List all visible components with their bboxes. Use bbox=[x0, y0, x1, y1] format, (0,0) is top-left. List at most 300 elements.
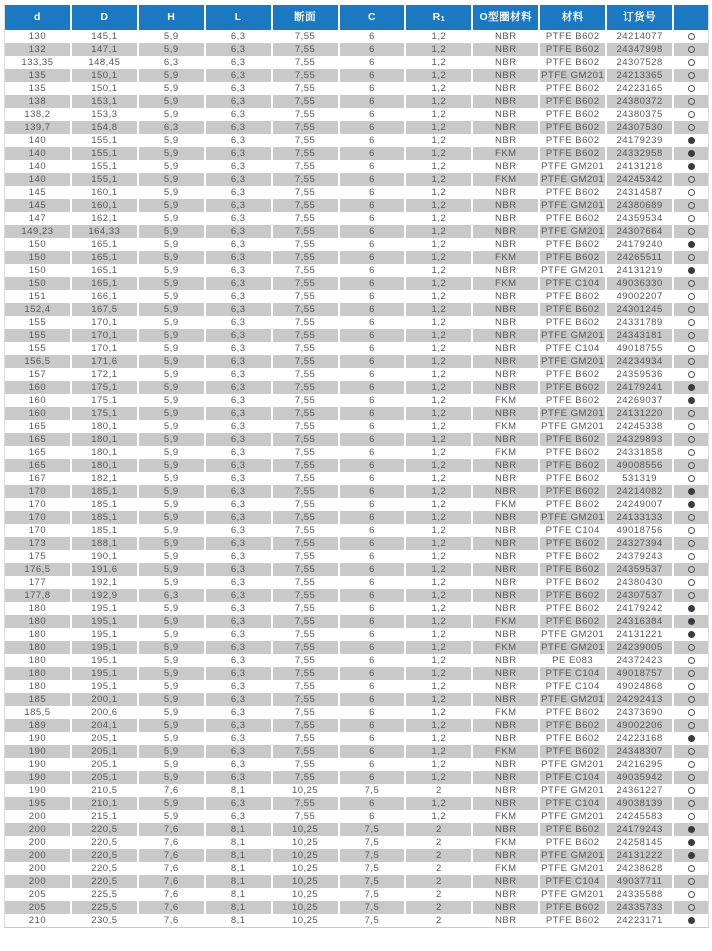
cell-d: 133,35 bbox=[5, 56, 70, 69]
cell-material: PTFE B602 bbox=[540, 56, 605, 69]
cell-order-no: 24179243 bbox=[607, 823, 672, 836]
cell-material: PTFE B602 bbox=[540, 316, 605, 329]
availability-cell bbox=[674, 225, 708, 238]
cell-D: 155,1 bbox=[72, 173, 137, 186]
availability-cell bbox=[674, 641, 708, 654]
cell-order-no: 24131218 bbox=[607, 160, 672, 173]
cell-R1: 2 bbox=[406, 784, 471, 797]
cell-D: 160,1 bbox=[72, 186, 137, 199]
cell-R1: 1,2 bbox=[406, 602, 471, 615]
cell-d: 170 bbox=[5, 485, 70, 498]
empty-circle-icon bbox=[688, 319, 695, 326]
cell-L: 6,3 bbox=[206, 602, 271, 615]
cell-H: 5,9 bbox=[139, 576, 204, 589]
cell-L: 6,3 bbox=[206, 680, 271, 693]
cell-D: 153,1 bbox=[72, 95, 137, 108]
filled-circle-icon bbox=[688, 163, 695, 170]
cell-d: 190 bbox=[5, 771, 70, 784]
empty-circle-icon bbox=[688, 215, 695, 222]
cell-H: 5,9 bbox=[139, 433, 204, 446]
cell-d: 189 bbox=[5, 719, 70, 732]
cell-D: 205,1 bbox=[72, 771, 137, 784]
empty-circle-icon bbox=[688, 644, 695, 651]
table-row bbox=[5, 667, 708, 680]
cell-order-no: 49002207 bbox=[607, 290, 672, 303]
cell-oring-material: NBR bbox=[473, 381, 538, 394]
cell-H: 5,9 bbox=[139, 108, 204, 121]
table-row bbox=[5, 251, 708, 264]
cell-oring-material: NBR bbox=[473, 186, 538, 199]
cell-section: 7,55 bbox=[273, 485, 338, 498]
cell-material: PTFE GM201 bbox=[541, 512, 605, 523]
table-row bbox=[5, 147, 708, 160]
availability-cell bbox=[674, 30, 708, 43]
cell-d: 149,23 bbox=[5, 225, 70, 238]
table-row bbox=[5, 238, 708, 251]
cell-oring-material: FKM bbox=[473, 173, 538, 186]
cell-section: 10,25 bbox=[273, 823, 338, 836]
cell-D: 220,5 bbox=[72, 836, 137, 849]
availability-cell bbox=[674, 862, 708, 875]
cell-d: 140 bbox=[5, 134, 70, 147]
cell-R1: 1,2 bbox=[406, 199, 471, 212]
cell-material: PTFE C104 bbox=[540, 667, 605, 680]
empty-circle-icon bbox=[688, 111, 695, 118]
cell-R1: 1,2 bbox=[406, 173, 471, 186]
cell-C: 6 bbox=[340, 394, 405, 407]
cell-C: 6 bbox=[340, 719, 405, 732]
availability-cell bbox=[674, 849, 708, 862]
cell-L: 6,3 bbox=[206, 459, 271, 472]
cell-H: 5,9 bbox=[139, 368, 204, 381]
cell-order-no: 24245338 bbox=[607, 420, 672, 433]
cell-H: 7,6 bbox=[139, 823, 204, 836]
cell-material: PTFE B602 bbox=[540, 589, 605, 602]
cell-L: 6,3 bbox=[206, 537, 271, 550]
cell-oring-material: NBR bbox=[473, 797, 538, 810]
cell-D: 210,5 bbox=[72, 784, 137, 797]
cell-d: 170 bbox=[5, 511, 70, 524]
availability-cell bbox=[674, 537, 708, 550]
table-row bbox=[5, 849, 708, 862]
cell-d: 150 bbox=[5, 251, 70, 264]
cell-R1: 1,2 bbox=[406, 56, 471, 69]
cell-order-no: 24238628 bbox=[607, 862, 672, 875]
cell-C: 7,5 bbox=[340, 823, 405, 836]
cell-H: 5,9 bbox=[139, 82, 204, 95]
table-row bbox=[5, 693, 708, 706]
cell-oring-material: NBR bbox=[473, 719, 538, 732]
availability-cell bbox=[674, 589, 708, 602]
cell-material: PTFE B602 bbox=[540, 836, 605, 849]
cell-R1: 2 bbox=[406, 875, 471, 888]
availability-cell bbox=[674, 368, 708, 381]
cell-section: 7,55 bbox=[273, 160, 338, 173]
cell-d: 150 bbox=[5, 277, 70, 290]
availability-cell bbox=[674, 719, 708, 732]
filled-circle-icon bbox=[688, 397, 695, 404]
cell-d: 177,8 bbox=[5, 589, 70, 602]
cell-C: 6 bbox=[340, 381, 405, 394]
cell-L: 6,3 bbox=[206, 628, 271, 641]
cell-oring-material: NBR bbox=[473, 30, 538, 43]
cell-D: 148,45 bbox=[72, 56, 137, 69]
cell-oring-material: NBR bbox=[473, 875, 538, 888]
table-row bbox=[5, 459, 708, 472]
cell-D: 175,1 bbox=[72, 381, 137, 394]
cell-material: PTFE C104 bbox=[540, 875, 605, 888]
cell-L: 6,3 bbox=[206, 472, 271, 485]
cell-oring-material: NBR bbox=[473, 550, 538, 563]
cell-C: 6 bbox=[340, 147, 405, 160]
cell-L: 6,3 bbox=[206, 485, 271, 498]
table-row bbox=[5, 264, 708, 277]
cell-material: PTFE B602 bbox=[540, 602, 605, 615]
cell-section: 7,55 bbox=[273, 225, 338, 238]
cell-oring-material: NBR bbox=[473, 121, 538, 134]
filled-circle-icon bbox=[688, 241, 695, 248]
cell-order-no: 24133133 bbox=[607, 511, 672, 524]
cell-D: 170,1 bbox=[72, 329, 137, 342]
cell-L: 6,3 bbox=[206, 810, 271, 823]
table-row bbox=[5, 823, 708, 836]
cell-section: 10,25 bbox=[273, 849, 338, 862]
cell-R1: 1,2 bbox=[406, 394, 471, 407]
cell-R1: 1,2 bbox=[406, 121, 471, 134]
cell-H: 5,9 bbox=[139, 771, 204, 784]
table-row bbox=[5, 576, 708, 589]
filled-circle-icon bbox=[688, 150, 695, 157]
cell-R1: 1,2 bbox=[406, 251, 471, 264]
empty-circle-icon bbox=[688, 748, 695, 755]
cell-oring-material: NBR bbox=[473, 303, 538, 316]
availability-cell bbox=[674, 810, 708, 823]
cell-C: 6 bbox=[340, 550, 405, 563]
cell-D: 190,1 bbox=[72, 550, 137, 563]
cell-R1: 1,2 bbox=[406, 498, 471, 511]
cell-R1: 1,2 bbox=[406, 82, 471, 95]
empty-circle-icon bbox=[688, 449, 695, 456]
column-header-oring-material: O型圈材料 bbox=[473, 5, 538, 30]
cell-material: PTFE C104 bbox=[540, 342, 605, 355]
cell-R1: 1,2 bbox=[406, 329, 471, 342]
cell-oring-material: NBR bbox=[473, 602, 538, 615]
empty-circle-icon bbox=[688, 254, 695, 261]
cell-C: 7,5 bbox=[340, 849, 405, 862]
table-row bbox=[5, 290, 708, 303]
cell-R1: 1,2 bbox=[406, 706, 471, 719]
cell-R1: 1,2 bbox=[406, 277, 471, 290]
cell-H: 5,9 bbox=[139, 277, 204, 290]
cell-order-no: 24179239 bbox=[607, 134, 672, 147]
cell-order-no: 24359537 bbox=[607, 563, 672, 576]
cell-oring-material: FKM bbox=[473, 251, 538, 264]
availability-cell bbox=[674, 485, 708, 498]
cell-order-no: 24216295 bbox=[607, 758, 672, 771]
cell-H: 7,6 bbox=[139, 862, 204, 875]
availability-cell bbox=[674, 524, 708, 537]
cell-D: 160,1 bbox=[72, 199, 137, 212]
cell-order-no: 24331789 bbox=[607, 316, 672, 329]
cell-section: 7,55 bbox=[273, 758, 338, 771]
cell-d: 190 bbox=[5, 758, 70, 771]
cell-oring-material: NBR bbox=[473, 784, 538, 797]
cell-R1: 1,2 bbox=[406, 485, 471, 498]
cell-L: 6,3 bbox=[206, 589, 271, 602]
table-row bbox=[5, 563, 708, 576]
cell-section: 7,55 bbox=[273, 459, 338, 472]
empty-circle-icon bbox=[688, 813, 695, 820]
cell-D: 191,6 bbox=[72, 563, 137, 576]
cell-oring-material: FKM bbox=[473, 498, 538, 511]
empty-circle-icon bbox=[688, 462, 695, 469]
cell-oring-material: NBR bbox=[473, 212, 538, 225]
cell-R1: 1,2 bbox=[406, 355, 471, 368]
cell-D: 155,1 bbox=[72, 134, 137, 147]
cell-R1: 1,2 bbox=[406, 550, 471, 563]
cell-C: 7,5 bbox=[340, 862, 405, 875]
cell-R1: 1,2 bbox=[406, 745, 471, 758]
cell-D: 171,6 bbox=[72, 355, 137, 368]
cell-L: 6,3 bbox=[206, 394, 271, 407]
cell-H: 5,9 bbox=[139, 498, 204, 511]
empty-circle-icon bbox=[688, 332, 695, 339]
cell-material: PTFE B602 bbox=[540, 238, 605, 251]
table-row bbox=[5, 602, 708, 615]
availability-cell bbox=[674, 264, 708, 277]
availability-cell bbox=[674, 654, 708, 667]
cell-R1: 2 bbox=[406, 862, 471, 875]
cell-C: 6 bbox=[340, 810, 405, 823]
cell-L: 6,3 bbox=[206, 381, 271, 394]
availability-cell bbox=[674, 693, 708, 706]
empty-circle-icon bbox=[688, 540, 695, 547]
cell-d: 138,2 bbox=[5, 108, 70, 121]
cell-d: 200 bbox=[5, 836, 70, 849]
cell-section: 7,55 bbox=[273, 654, 338, 667]
cell-order-no: 24179242 bbox=[607, 602, 672, 615]
cell-C: 6 bbox=[340, 355, 405, 368]
spec-table bbox=[4, 5, 709, 928]
cell-section: 7,55 bbox=[273, 563, 338, 576]
cell-R1: 1,2 bbox=[406, 95, 471, 108]
cell-order-no: 24335588 bbox=[607, 888, 672, 901]
cell-D: 175,1 bbox=[72, 394, 137, 407]
cell-L: 6,3 bbox=[206, 550, 271, 563]
cell-oring-material: NBR bbox=[473, 758, 538, 771]
cell-order-no: 24331858 bbox=[607, 446, 672, 459]
filled-circle-icon bbox=[688, 917, 695, 924]
column-header-availability bbox=[674, 5, 708, 30]
table-row bbox=[5, 69, 708, 82]
cell-material: PTFE B602 bbox=[540, 459, 605, 472]
cell-material: PTFE B602 bbox=[540, 563, 605, 576]
cell-R1: 1,2 bbox=[406, 667, 471, 680]
cell-section: 7,55 bbox=[273, 498, 338, 511]
cell-H: 5,9 bbox=[139, 524, 204, 537]
cell-oring-material: NBR bbox=[473, 576, 538, 589]
cell-oring-material: NBR bbox=[473, 329, 538, 342]
cell-order-no: 24131219 bbox=[607, 264, 672, 277]
cell-H: 5,9 bbox=[139, 745, 204, 758]
cell-d: 165 bbox=[5, 446, 70, 459]
cell-H: 5,9 bbox=[139, 160, 204, 173]
cell-order-no: 24258145 bbox=[607, 836, 672, 849]
cell-R1: 1,2 bbox=[406, 147, 471, 160]
cell-section: 10,25 bbox=[273, 862, 338, 875]
cell-D: 170,1 bbox=[72, 316, 137, 329]
cell-R1: 1,2 bbox=[406, 537, 471, 550]
cell-material: PTFE B602 bbox=[540, 290, 605, 303]
cell-section: 7,55 bbox=[273, 238, 338, 251]
cell-oring-material: NBR bbox=[473, 407, 538, 420]
cell-R1: 1,2 bbox=[406, 589, 471, 602]
cell-C: 6 bbox=[340, 745, 405, 758]
table-row bbox=[5, 732, 708, 745]
cell-section: 7,55 bbox=[273, 537, 338, 550]
cell-R1: 1,2 bbox=[406, 693, 471, 706]
cell-d: 195 bbox=[5, 797, 70, 810]
availability-cell bbox=[674, 160, 708, 173]
cell-D: 147,1 bbox=[72, 43, 137, 56]
cell-section: 7,55 bbox=[273, 199, 338, 212]
cell-material: PTFE B602 bbox=[540, 823, 605, 836]
empty-circle-icon bbox=[688, 722, 695, 729]
cell-R1: 2 bbox=[406, 836, 471, 849]
cell-C: 7,5 bbox=[340, 836, 405, 849]
cell-L: 6,3 bbox=[206, 238, 271, 251]
table-row bbox=[5, 82, 708, 95]
cell-L: 6,3 bbox=[206, 667, 271, 680]
cell-oring-material: NBR bbox=[473, 771, 538, 784]
cell-H: 5,9 bbox=[139, 563, 204, 576]
cell-section: 7,55 bbox=[273, 589, 338, 602]
cell-order-no: 24335733 bbox=[607, 901, 672, 914]
cell-R1: 1,2 bbox=[406, 212, 471, 225]
cell-D: 166,1 bbox=[72, 290, 137, 303]
cell-order-no: 24332958 bbox=[607, 147, 672, 160]
cell-H: 5,9 bbox=[139, 732, 204, 745]
cell-oring-material: FKM bbox=[473, 836, 538, 849]
cell-order-no: 49018756 bbox=[607, 524, 672, 537]
cell-order-no: 24179241 bbox=[607, 381, 672, 394]
table-row bbox=[5, 173, 708, 186]
availability-cell bbox=[674, 459, 708, 472]
cell-L: 6,3 bbox=[206, 30, 271, 43]
cell-material: PTFE GM201 bbox=[541, 226, 605, 237]
cell-C: 6 bbox=[340, 615, 405, 628]
cell-d: 139,7 bbox=[5, 121, 70, 134]
cell-L: 6,3 bbox=[206, 771, 271, 784]
cell-D: 210,1 bbox=[72, 797, 137, 810]
empty-circle-icon bbox=[688, 865, 695, 872]
availability-cell bbox=[674, 498, 708, 511]
cell-order-no: 24359534 bbox=[607, 212, 672, 225]
cell-L: 6,3 bbox=[206, 277, 271, 290]
cell-D: 170,1 bbox=[72, 342, 137, 355]
cell-oring-material: NBR bbox=[473, 485, 538, 498]
column-header-order-no: 订货号 bbox=[607, 5, 672, 30]
cell-order-no: 24249007 bbox=[607, 498, 672, 511]
cell-H: 5,9 bbox=[139, 602, 204, 615]
cell-oring-material: NBR bbox=[473, 459, 538, 472]
cell-order-no: 24131220 bbox=[607, 407, 672, 420]
cell-d: 165 bbox=[5, 459, 70, 472]
cell-H: 5,9 bbox=[139, 446, 204, 459]
cell-section: 7,55 bbox=[273, 95, 338, 108]
cell-material: PTFE B602 bbox=[540, 212, 605, 225]
cell-C: 6 bbox=[340, 407, 405, 420]
cell-section: 7,55 bbox=[273, 472, 338, 485]
cell-section: 7,55 bbox=[273, 810, 338, 823]
cell-order-no: 24223165 bbox=[607, 82, 672, 95]
cell-material: PTFE B602 bbox=[540, 303, 605, 316]
cell-section: 7,55 bbox=[273, 446, 338, 459]
cell-D: 185,1 bbox=[72, 524, 137, 537]
cell-section: 7,55 bbox=[273, 316, 338, 329]
cell-material: PTFE GM201 bbox=[541, 850, 605, 861]
cell-d: 155 bbox=[5, 316, 70, 329]
availability-cell bbox=[674, 95, 708, 108]
cell-H: 5,9 bbox=[139, 173, 204, 186]
table-row bbox=[5, 121, 708, 134]
cell-material: PTFE B602 bbox=[540, 43, 605, 56]
cell-d: 200 bbox=[5, 849, 70, 862]
cell-C: 6 bbox=[340, 303, 405, 316]
cell-order-no: 24329893 bbox=[607, 433, 672, 446]
cell-order-no: 24214077 bbox=[607, 30, 672, 43]
cell-L: 6,3 bbox=[206, 576, 271, 589]
cell-material: PTFE GM201 bbox=[541, 330, 605, 341]
cell-oring-material: NBR bbox=[473, 355, 538, 368]
cell-L: 6,3 bbox=[206, 186, 271, 199]
cell-C: 6 bbox=[340, 706, 405, 719]
cell-section: 7,55 bbox=[273, 277, 338, 290]
table-row bbox=[5, 511, 708, 524]
cell-material: PTFE B602 bbox=[540, 394, 605, 407]
cell-L: 6,3 bbox=[206, 225, 271, 238]
cell-section: 7,55 bbox=[273, 82, 338, 95]
table-row bbox=[5, 706, 708, 719]
cell-oring-material: FKM bbox=[473, 615, 538, 628]
cell-R1: 1,2 bbox=[406, 407, 471, 420]
cell-oring-material: NBR bbox=[473, 628, 538, 641]
cell-material: PTFE B602 bbox=[540, 706, 605, 719]
cell-oring-material: NBR bbox=[473, 316, 538, 329]
filled-circle-icon bbox=[688, 852, 695, 859]
cell-H: 5,9 bbox=[139, 628, 204, 641]
empty-circle-icon bbox=[688, 306, 695, 313]
table-row bbox=[5, 615, 708, 628]
cell-d: 190 bbox=[5, 732, 70, 745]
cell-d: 145 bbox=[5, 199, 70, 212]
availability-cell bbox=[674, 576, 708, 589]
cell-H: 7,6 bbox=[139, 901, 204, 914]
cell-L: 6,3 bbox=[206, 134, 271, 147]
cell-R1: 1,2 bbox=[406, 810, 471, 823]
cell-oring-material: NBR bbox=[473, 69, 538, 82]
table-row bbox=[5, 43, 708, 56]
cell-H: 5,9 bbox=[139, 186, 204, 199]
cell-order-no: 24179240 bbox=[607, 238, 672, 251]
cell-d: 180 bbox=[5, 628, 70, 641]
empty-circle-icon bbox=[688, 761, 695, 768]
availability-cell bbox=[674, 69, 708, 82]
table-row bbox=[5, 433, 708, 446]
table-row bbox=[5, 355, 708, 368]
cell-L: 6,3 bbox=[206, 511, 271, 524]
cell-C: 6 bbox=[340, 433, 405, 446]
